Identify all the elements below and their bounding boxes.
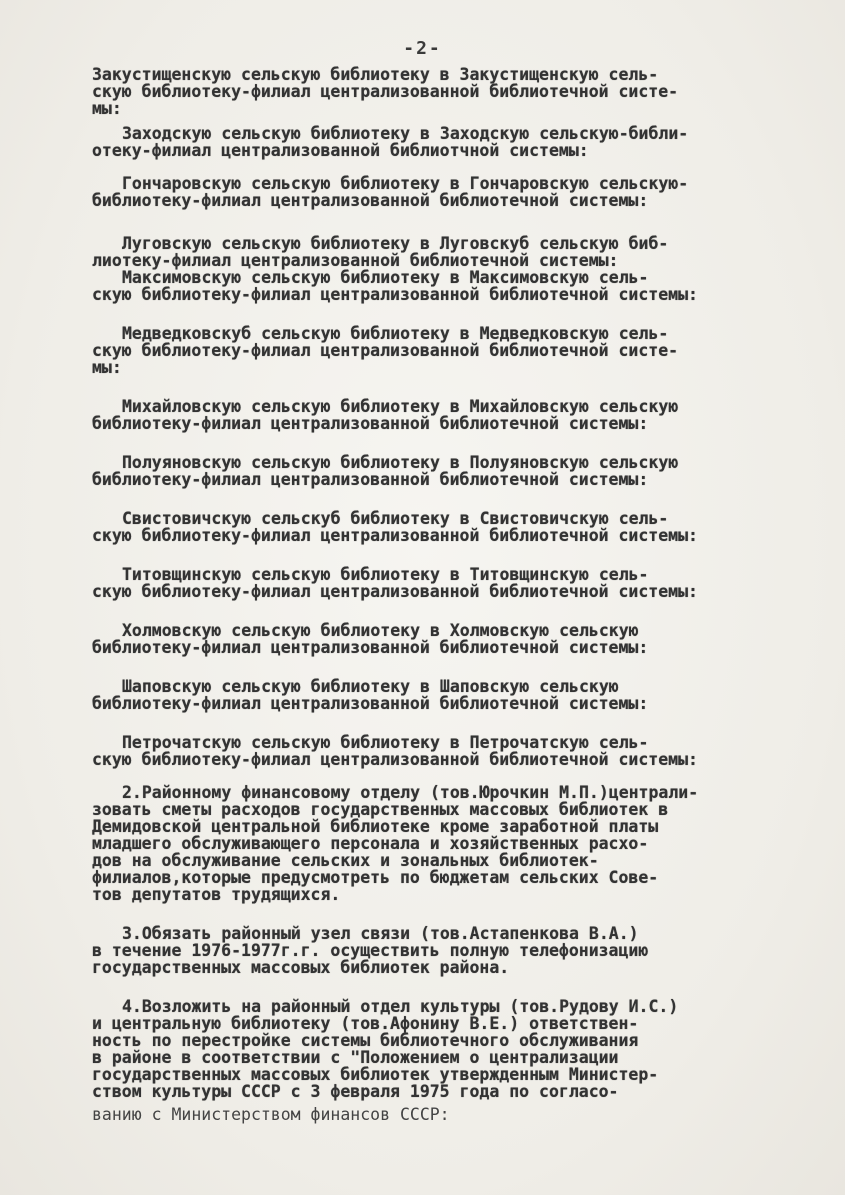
text-line: Шаповскую сельскую библиотеку в Шаповскую сельскую <box>122 677 619 696</box>
numbered-item-4 <box>92 998 792 1123</box>
text-line: скую библиотеку-филиал централизованной библиотечной системы: <box>92 285 698 304</box>
paragraph <box>92 734 792 768</box>
page-number: -2- <box>403 38 442 59</box>
text-line: ность по перестройке системы библиотечного обслуживания <box>92 1031 639 1050</box>
text-line: лиотеку-филиал централизованной библиотечной системы: <box>92 251 619 270</box>
text-line: государственных массовых библиотек района. <box>92 958 510 977</box>
text-line: библиотеку-филиал централизованной библиотечной системы: <box>92 414 649 433</box>
text-line: отеку-филиал централизованной библиотчной системы: <box>92 141 589 160</box>
text-line: Демидовской центральной библиотеке кроме заработной платы <box>92 817 659 836</box>
numbered-item-2 <box>92 784 792 903</box>
text-line: Закустищенскую сельскую библиотеку в Закустищенскую сель- <box>92 65 659 84</box>
text-line: мы: <box>92 99 122 118</box>
text-line: библиотеку-филиал централизованной библиотечной системы: <box>92 694 649 713</box>
text-line: библиотеку-филиал централизованной библиотечной системы: <box>92 470 649 489</box>
paragraph <box>92 454 792 488</box>
text-line: Заходскую сельскую библиотеку в Заходскую сельскую-библи- <box>122 124 689 143</box>
text-line: Петрочатскую сельскую библиотеку в Петрочатскую сель- <box>122 733 649 752</box>
text-line: Михайловскую сельскую библиотеку в Михайловскую сельскую <box>122 397 679 416</box>
text-line: дов на обслуживание сельских и зональных библиотек- <box>92 851 599 870</box>
text-line: 3.Обязать районный узел связи (тов.Астапенкова В.А.) <box>122 924 639 943</box>
document-body <box>92 66 792 1123</box>
text-line: Медведковскуб сельскую библиотеку в Медведковскую сель- <box>122 324 669 343</box>
paragraph <box>92 66 792 117</box>
paragraph <box>92 125 792 159</box>
text-line: филиалов,которые предусмотреть по бюджетам сельских Сове- <box>92 868 659 887</box>
text-line: Титовщинскую сельскую библиотеку в Титовщинскую сель- <box>122 565 649 584</box>
text-line: ством культуры СССР с 3 февраля 1975 года по согласо- <box>92 1082 619 1101</box>
text-line: библиотеку-филиал централизованной библиотечной системы: <box>92 191 649 210</box>
text-line: Максимовскую сельскую библиотеку в Максимовскую сель- <box>122 268 649 287</box>
paragraph <box>92 510 792 544</box>
paragraph <box>92 622 792 656</box>
text-line: скую библиотеку-филиал централизованной библиотечной систе- <box>92 341 679 360</box>
text-line: 2.Районному финансовому отделу (тов.Юрочкин М.П.)централи- <box>122 783 699 802</box>
paragraph <box>92 398 792 432</box>
text-line: зовать сметы расходов государственных массовых библиотек в <box>92 800 669 819</box>
text-line: скую библиотеку-филиал централизованной библиотечной систе- <box>92 82 679 101</box>
paragraph <box>92 566 792 600</box>
text-line: скую библиотеку-филиал централизованной библиотечной системы: <box>92 526 698 545</box>
text-line: 4.Возложить на районный отдел культуры (тов.Рудову И.С.) <box>122 997 679 1016</box>
text-line: в районе в соответствии с "Положением о централизации <box>92 1048 619 1067</box>
paragraph <box>92 325 792 376</box>
text-line: Гончаровскую сельскую библиотеку в Гончаровскую сельскую- <box>122 174 689 193</box>
paragraph <box>92 269 792 303</box>
text-line: и центральную библиотеку (тов.Афонину В.Е.) ответствен- <box>92 1014 639 1033</box>
text-line: Луговскую сельскую библиотеку в Луговскуб сельскую биб- <box>122 234 669 253</box>
text-line: мы: <box>92 358 122 377</box>
paragraph <box>92 175 792 209</box>
text-line: государственных массовых библиотек утвержденным Министер- <box>92 1065 659 1084</box>
text-line: Полуяновскую сельскую библиотеку в Полуяновскую сельскую <box>122 453 679 472</box>
text-line: в течение 1976-1977г.г. осуществить полную телефонизацию <box>92 941 649 960</box>
text-line: Холмовскую сельскую библиотеку в Холмовскую сельскую <box>122 621 639 640</box>
text-line: ванию с Министерством финансов СССР: <box>92 1105 450 1124</box>
paragraph <box>92 678 792 712</box>
text-line: младшего обслуживающего персонала и хозяйственных расхо- <box>92 834 649 853</box>
text-line: тов депутатов трудящихся. <box>92 885 341 904</box>
text-line: скую библиотеку-филиал централизованной библиотечной системы: <box>92 582 698 601</box>
paragraph <box>92 235 792 269</box>
numbered-item-3 <box>92 925 792 976</box>
text-line: скую библиотеку-филиал централизованной библиотечной системы: <box>92 750 698 769</box>
text-line: библиотеку-филиал централизованной библиотечной системы: <box>92 638 649 657</box>
text-line: Свистовичскую сельскуб библиотеку в Свистовичскую сель- <box>122 509 669 528</box>
